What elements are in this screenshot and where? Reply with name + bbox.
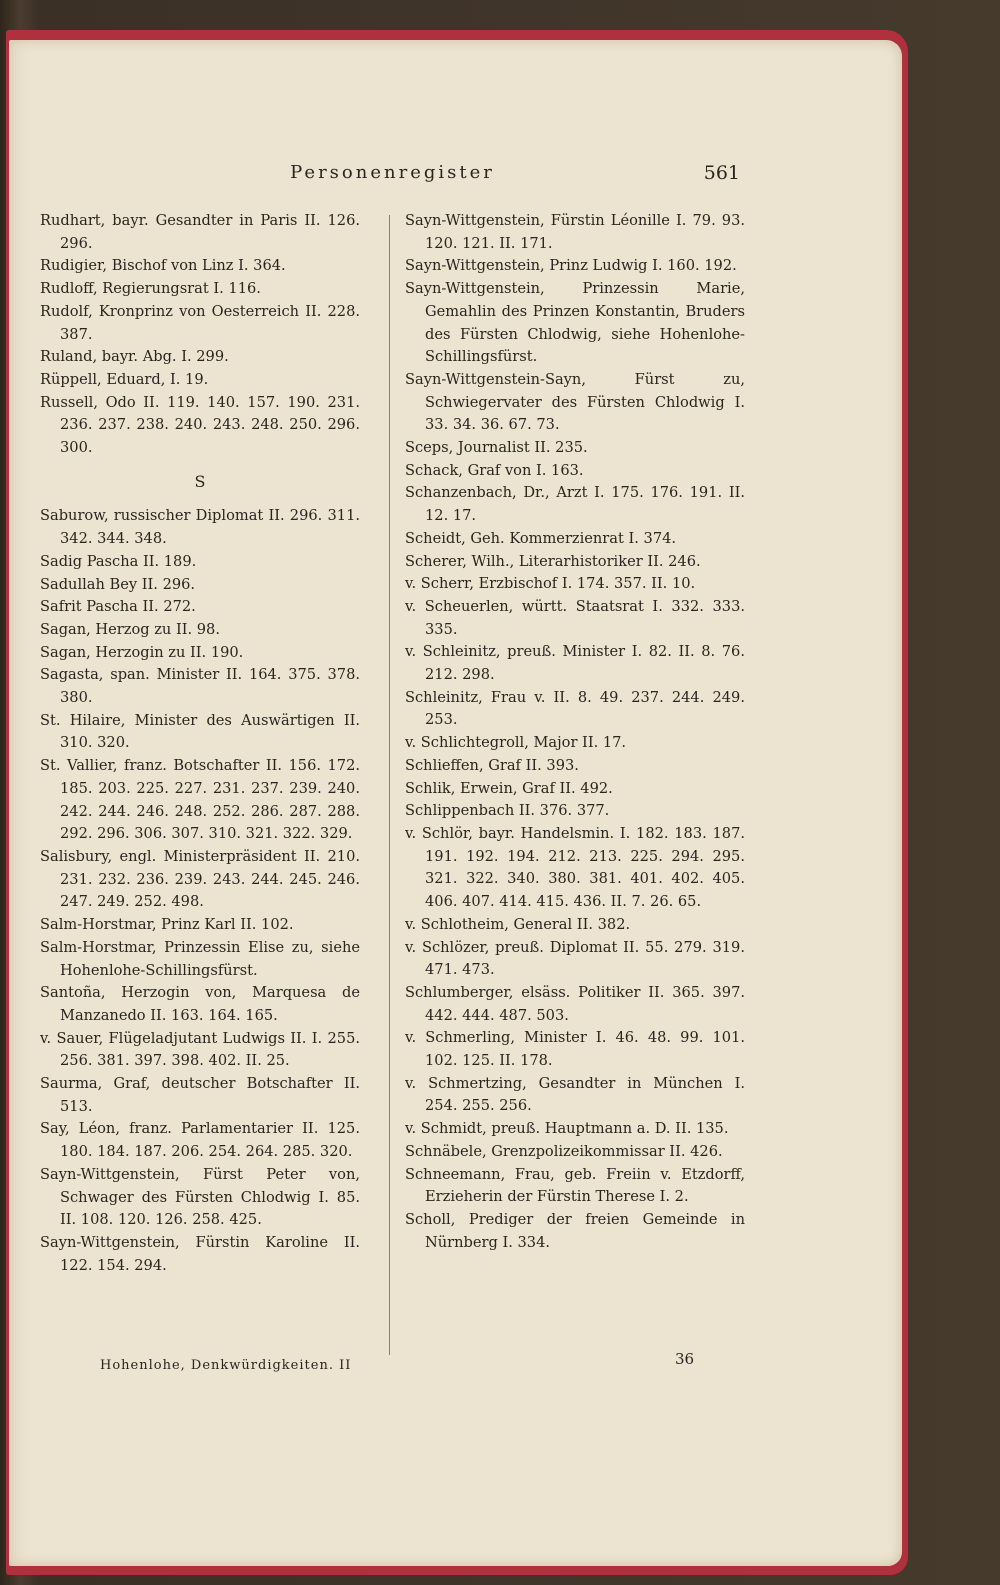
index-entry: Schack, Graf von I. 163. xyxy=(405,461,584,479)
index-entry: Scheidt, Geh. Kommerzienrat I. 374. xyxy=(405,529,677,547)
sheet-number: 36 xyxy=(675,1350,695,1368)
index-entry: v. Scheuerlen, württ. Staatsrat I. 332. 333. 335. xyxy=(405,597,745,638)
index-entry: Scherer, Wilh., Literarhistoriker II. 246. xyxy=(405,552,701,570)
left-column xyxy=(40,210,360,1277)
index-entry: Saurma, Graf, deutscher Botschafter II. 513. xyxy=(40,1075,360,1115)
index-entry: Sceps, Journalist II. 235. xyxy=(405,439,588,457)
index-entry: Sayn-Wittgenstein, Prinz Ludwig I. 160. 192. xyxy=(405,257,737,275)
index-entry: Sayn-Wittgenstein, Fürstin Karoline II. 122. 154. 294. xyxy=(40,1233,360,1274)
index-entry: Say, Léon, franz. Parlamentarier II. 125. 180. 184. 187. 206. 254. 264. 285. 320. xyxy=(40,1120,360,1161)
index-entry: Salm-Horstmar, Prinz Karl II. 102. xyxy=(40,916,294,934)
index-entry: v. Schlözer, preuß. Diplomat II. 55. 279. 319. 471. 473. xyxy=(405,938,745,979)
index-entry: Schleinitz, Frau v. II. 8. 49. 237. 244. 249. 253. xyxy=(405,688,745,729)
index-entry: Sadig Pascha II. 189. xyxy=(40,552,197,570)
page-number: 561 xyxy=(703,162,740,184)
index-entry: Schnäbele, Grenzpolizeikommissar II. 426. xyxy=(405,1142,723,1160)
right-column xyxy=(405,210,745,1254)
index-entry: Schlik, Erwein, Graf II. 492. xyxy=(405,779,613,797)
index-entry: Rudloff, Regierungsrat I. 116. xyxy=(40,280,261,298)
index-entry: Sayn-Wittgenstein, Prinzessin Marie, Gemahlin des Prinzen Konstantin, Bruders des Fürsten Chlodwig, siehe Hohenlohe-Schillingsfürst. xyxy=(405,280,745,366)
index-entry: Scholl, Prediger der freien Gemeinde in Nürnberg I. 334. xyxy=(405,1210,745,1251)
index-entry: St. Vallier, franz. Botschafter II. 156. 172. 185. 203. 225. 227. 231. 237. 239. 240. 242. 244. 246. 248. 252. 286. 287. 288. 292. 296. 306. 307. 310. 321. 322. 329. xyxy=(40,757,360,843)
index-entry: Rudhart, bayr. Gesandter in Paris II. 126. 296. xyxy=(40,212,360,252)
index-entry: Rudolf, Kronprinz von Oesterreich II. 228. 387. xyxy=(40,302,360,343)
index-entry: Salisbury, engl. Ministerpräsident II. 210. 231. 232. 236. 239. 243. 244. 245. 246. 247. 249. 252. 498. xyxy=(40,847,360,911)
index-entry: Santoña, Herzogin von, Marquesa de Manzanedo II. 163. 164. 165. xyxy=(40,984,360,1024)
index-entry: Sagasta, span. Minister II. 164. 375. 378. 380. xyxy=(40,666,360,707)
index-entry: v. Schmerling, Minister I. 46. 48. 99. 101. 102. 125. II. 178. xyxy=(405,1029,745,1070)
index-entry: Ruland, bayr. Abg. I. 299. xyxy=(40,348,229,366)
index-entry: v. Schlichtegroll, Major II. 17. xyxy=(405,734,627,752)
index-entry: Sadullah Bey II. 296. xyxy=(40,575,196,593)
footer-signature: Hohenlohe, Denkwürdigkeiten. II xyxy=(100,1358,352,1373)
column-divider xyxy=(389,215,390,1355)
index-entry: Saburow, russischer Diplomat II. 296. 311. 342. 344. 348. xyxy=(40,507,360,548)
index-entry: v. Schmidt, preuß. Hauptmann a. D. II. 135. xyxy=(405,1120,729,1138)
index-entry: Sayn-Wittgenstein, Fürst Peter von, Schwager des Fürsten Chlodwig I. 85. II. 108. 120. 126. 258. 425. xyxy=(40,1165,360,1229)
index-entry: v. Schlör, bayr. Handelsmin. I. 182. 183. 187. 191. 192. 194. 212. 213. 225. 294. 295. 321. 322. 340. 380. 381. 401. 402. 405. 406. 407. 414. 415. 436. II. 7. 26. 65. xyxy=(405,824,745,911)
index-entry: Salm-Horstmar, Prinzessin Elise zu, siehe Hohenlohe-Schillingsfürst. xyxy=(40,938,360,979)
index-entry: v. Schmertzing, Gesandter in München I. 254. 255. 256. xyxy=(405,1074,745,1115)
index-entry: Sagan, Herzog zu II. 98. xyxy=(40,620,220,638)
index-entry: Rudigier, Bischof von Linz I. 364. xyxy=(40,257,286,275)
index-entry: Schlippenbach II. 376. 377. xyxy=(405,802,610,820)
index-entry: v. Schlotheim, General II. 382. xyxy=(405,915,631,933)
index-entry: Rüppell, Eduard, I. 19. xyxy=(40,370,209,388)
index-entry: Sayn-Wittgenstein, Fürstin Léonille I. 79. 93. 120. 121. II. 171. xyxy=(405,212,745,252)
index-entry: v. Scherr, Erzbischof I. 174. 357. II. 10. xyxy=(405,575,696,593)
running-title: Personenregister xyxy=(290,162,495,183)
index-entry: Schlumberger, elsäss. Politiker II. 365. 397. 442. 444. 487. 503. xyxy=(405,983,745,1024)
section-letter: S xyxy=(194,471,206,491)
index-entry: Schneemann, Frau, geb. Freiin v. Etzdorff, Erzieherin der Fürstin Therese I. 2. xyxy=(405,1165,745,1206)
index-entry: Sayn-Wittgenstein-Sayn, Fürst zu, Schwiegervater des Fürsten Chlodwig I. 33. 34. 36. 67. 73. xyxy=(405,370,745,434)
index-entry: Russell, Odo II. 119. 140. 157. 190. 231. 236. 237. 238. 240. 243. 248. 250. 296. 300. xyxy=(40,393,360,457)
index-entry: v. Sauer, Flügeladjutant Ludwigs II. I. 255. 256. 381. 397. 398. 402. II. 25. xyxy=(40,1029,360,1070)
index-entry: Sagan, Herzogin zu II. 190. xyxy=(40,643,244,661)
running-header xyxy=(45,162,740,192)
index-entry: St. Hilaire, Minister des Auswärtigen II. 310. 320. xyxy=(40,711,360,752)
index-entry: Schanzenbach, Dr., Arzt I. 175. 176. 191. II. 12. 17. xyxy=(405,484,745,525)
index-entry: Schlieffen, Graf II. 393. xyxy=(405,756,579,774)
index-entry: Safrit Pascha II. 272. xyxy=(40,598,196,616)
index-entry: v. Schleinitz, preuß. Minister I. 82. II. 8. 76. 212. 298. xyxy=(405,643,745,684)
